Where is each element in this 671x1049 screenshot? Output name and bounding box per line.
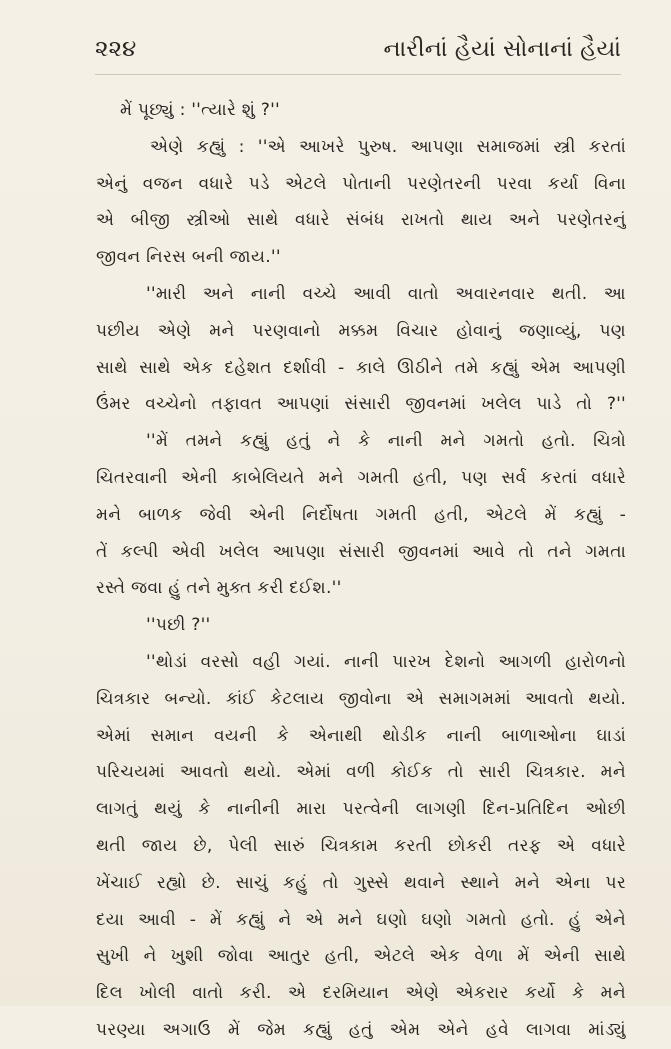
text-line: તેં કલ્પી એવી ખલેલ આપણા સંસારી જીવનમાં આવે તો તને ગમતા: [96, 541, 626, 562]
text-line: ઉંમર વચ્ચેનો તફાવત આપણાં સંસારી જીવનમાં ખલેલ પાડે તો ?'': [96, 394, 626, 415]
text-line: જીવન નિરસ બની જાય.'': [96, 247, 281, 268]
text-line: દયા આવી - મેં કહ્યું ને એ મને ઘણો ઘણો ગમતો હતો. હું એને: [96, 909, 626, 930]
text-line: થતી જાય છે, પેલી સારું ચિત્રકામ કરતી છોકરી તરફ એ વધારે: [96, 835, 626, 856]
text-line: મેં પૂછ્યું : ''ત્યારે શું ?'': [120, 100, 280, 120]
text-line: એણે કહ્યું : ''એ આખરે પુરુષ. આપણા સમાજમાં સ્ત્રી કરતાં: [150, 136, 626, 157]
text-line: મને બાળક જેવી એની નિર્દોષતા ગમતી હતી, એટલે મેં કહ્યું -: [96, 504, 626, 525]
text-line: ''મારી અને નાની વચ્ચે આવી વાતો અવારનવાર થતી. આ: [146, 283, 626, 304]
text-line: ''થોડાં વરસો વહી ગયાં. નાની પારખ દેશનો આગળી હારોળનો: [146, 651, 626, 672]
text-line: સાથે સાથે એક દહેશત દર્શાવી - કાલે ઊઠીને તમે કહ્યું એમ આપણી: [96, 357, 626, 378]
text-line: લાગતું થયું કે નાનીની મારા પરત્વેની લાગણી દિન-પ્રતિદિન ઓછી: [96, 799, 626, 820]
text-line: ''મેં તમને કહ્યું હતું ને કે નાની મને ગમતો હતો. ચિત્રો: [146, 431, 626, 452]
text-line: રસ્તે જવા હું તને મુક્ત કરી દઈશ.'': [96, 578, 342, 599]
text-line: પરણ્યા અગાઉ મેં જેમ કહ્યું હતું એમ એને હવે લાગવા માંડ્યું: [96, 1019, 626, 1040]
text-line: એમાં સમાન વયની કે એનાથી થોડીક નાની બાળાઓના ઘાડાં: [96, 725, 626, 746]
body-text: [96, 92, 626, 1049]
text-line: પરિચયમાં આવતો થયો. એમાં વળી કોઈક તો સારી ચિત્રકાર. મને: [96, 762, 626, 783]
text-line: ખેંચાઈ રહ્યો છે. સાચું કહું તો ગુસ્સે થવાને સ્થાને મને એના પર: [96, 872, 626, 893]
page-number: ૨૨૪: [95, 36, 137, 62]
text-line: એ બીજી સ્ત્રીઓ સાથે વધારે સંબંધ રાખતો થાય અને પરણેતરનું: [96, 210, 626, 231]
text-line: પછીય એણે મને પરણવાનો મક્કમ વિચાર હોવાનું જણાવ્યું, પણ: [96, 320, 626, 341]
text-line: એનું વજન વધારે પડે એટલે પોતાની પરણેતરની પરવા કર્યા વિના: [96, 173, 626, 194]
running-head: [95, 36, 621, 76]
text-line: દિલ ખોલી વાતો કરી. એ દરમિયાન એણે એકરાર કર્યો કે મને: [96, 983, 626, 1004]
book-title: નારીનાં હૈયાં સોનાનાં હૈયાં: [383, 36, 621, 62]
text-line: ચિત્રકાર બન્યો. કાંઈ કેટલાય જીવોના એ સમાગમમાં આવતો થયો.: [96, 688, 626, 709]
text-line: ''પછી ?'': [146, 615, 211, 636]
text-line: ચિતરવાની એની કાબેલિયતે મને ગમતી હતી, પણ સર્વ કરતાં વધારે: [96, 467, 626, 488]
header-divider: [95, 74, 621, 75]
text-line: સુખી ને ખુશી જોવા આતુર હતી, એટલે એક વેળા મેં એની સાથે: [96, 946, 626, 967]
